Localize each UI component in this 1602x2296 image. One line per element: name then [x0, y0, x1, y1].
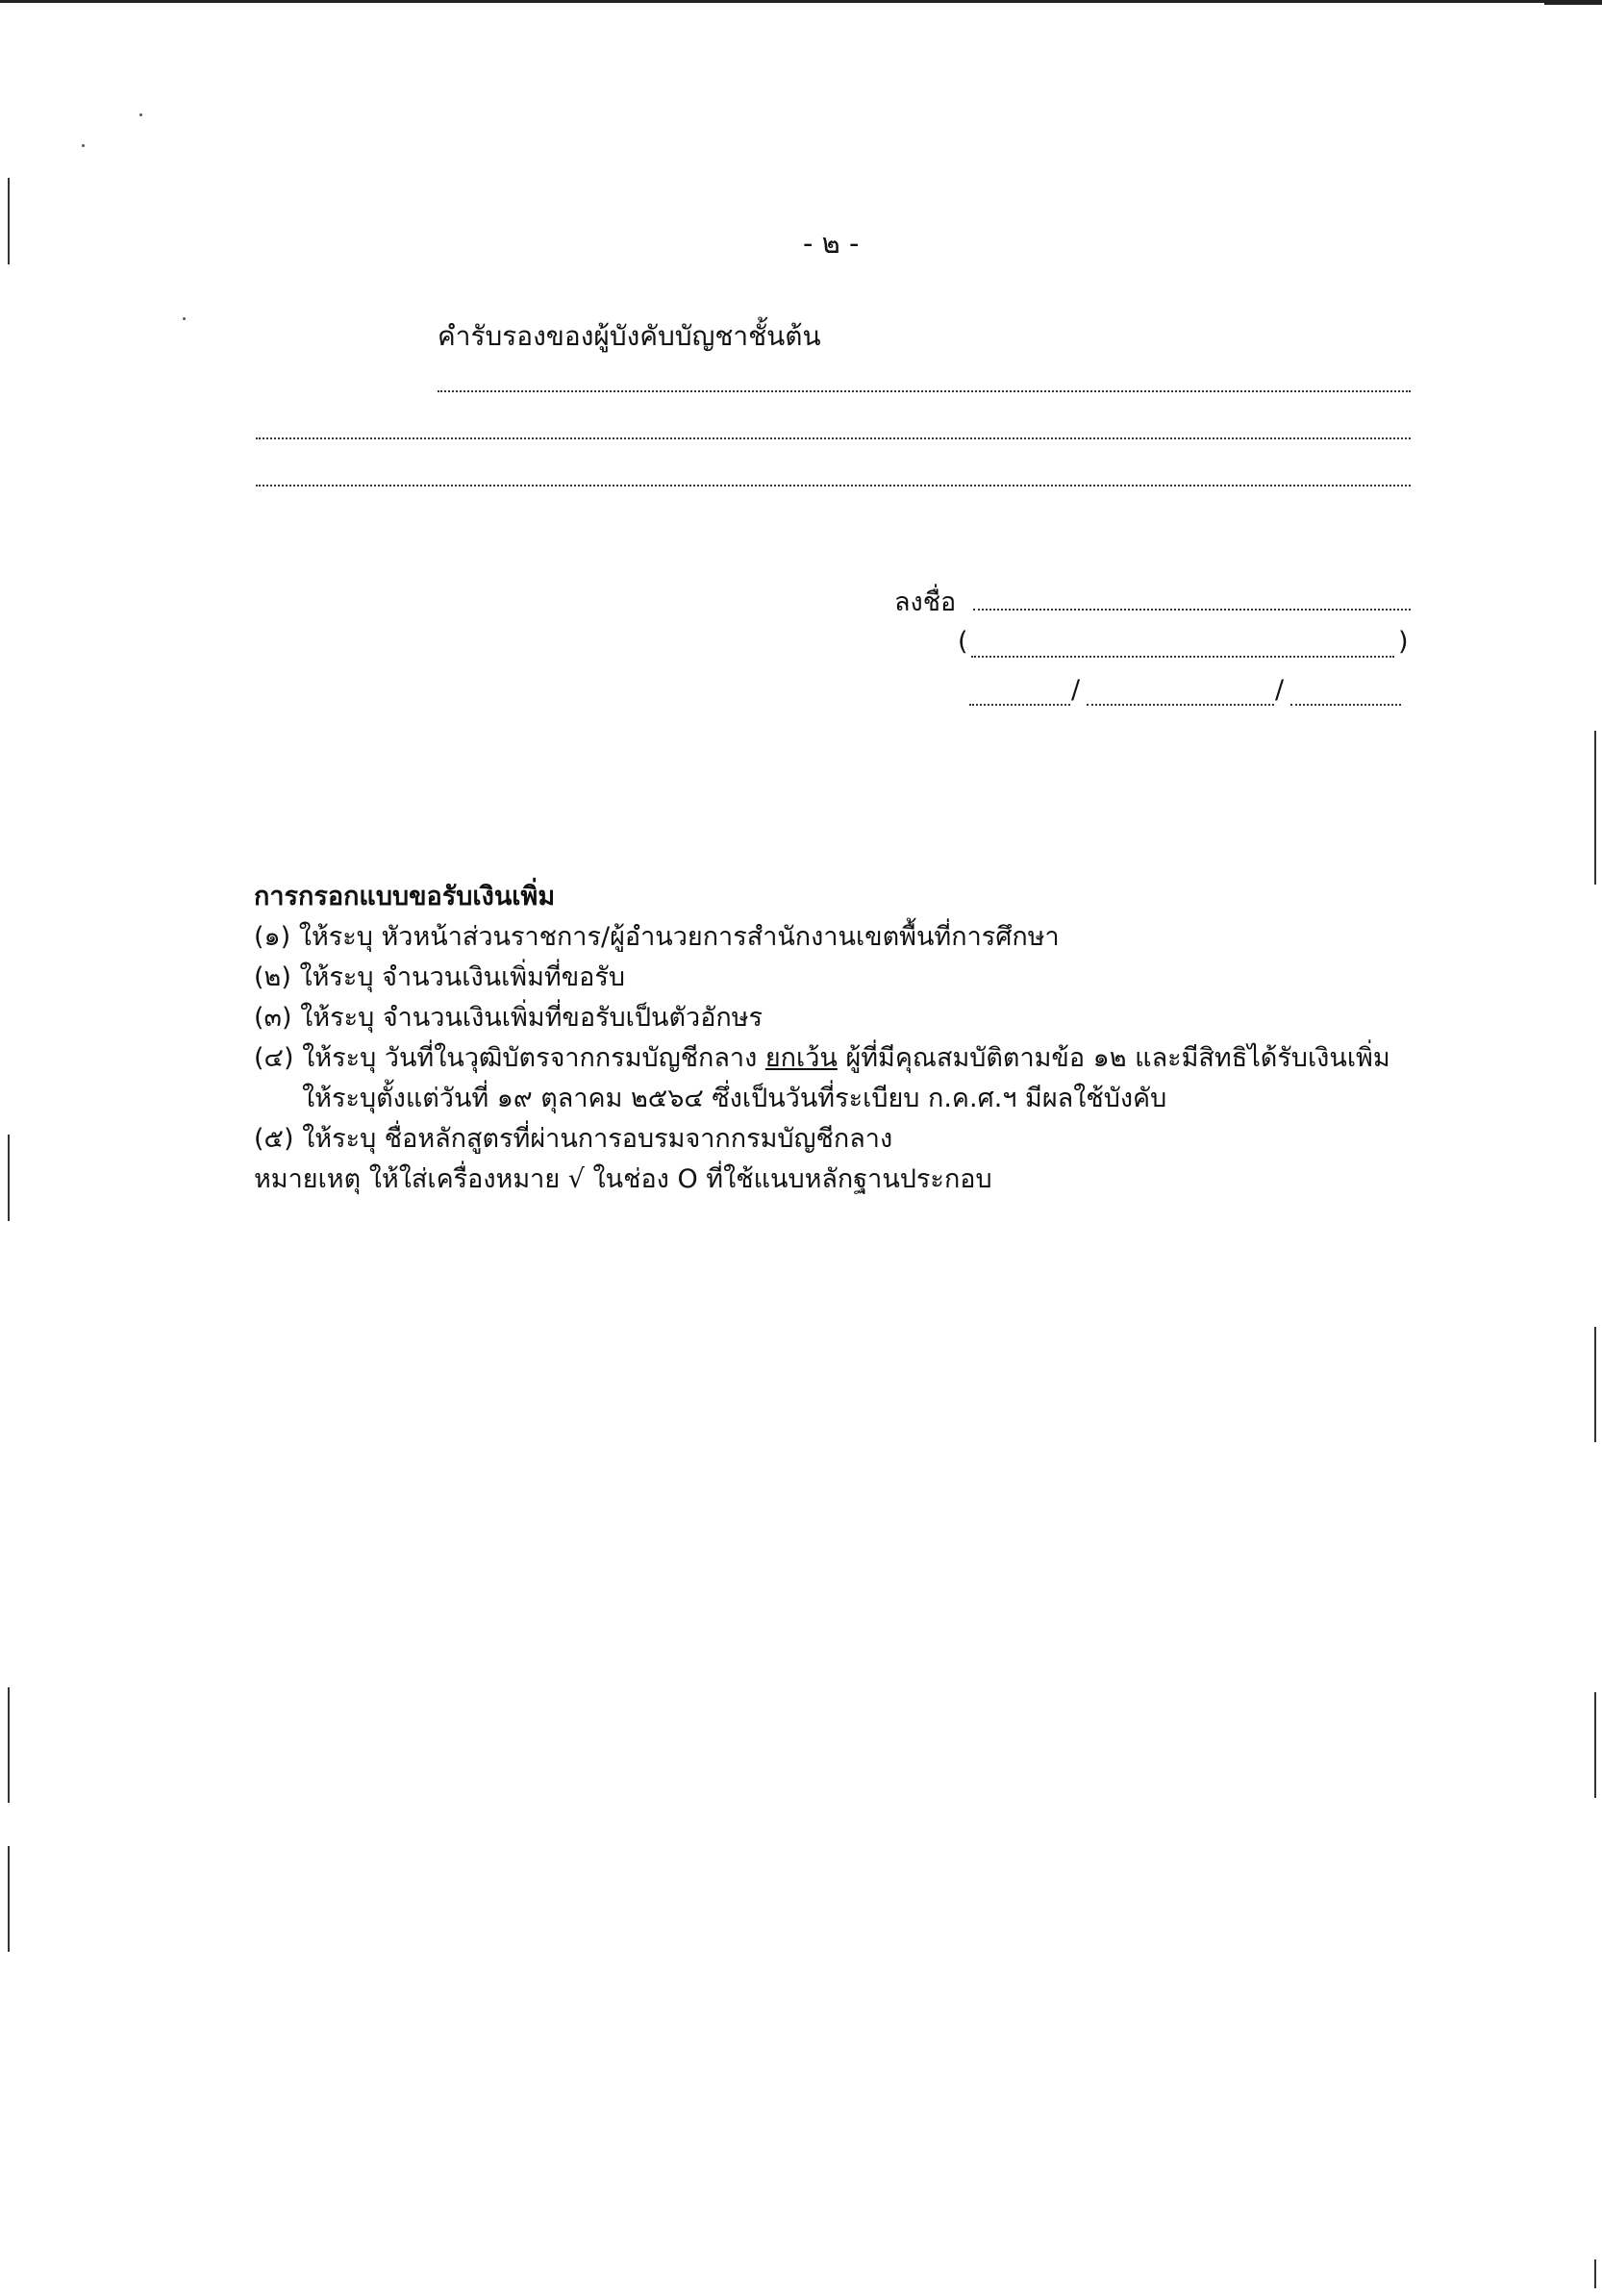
instruction-item-4-exception: ยกเว้น — [764, 1043, 838, 1073]
date-day-line — [969, 704, 1070, 706]
instruction-item-4-prefix: (๔) ให้ระบุ วันที่ในวุฒิบัตรจากกรมบัญชีกลาง — [254, 1043, 765, 1073]
scan-margin-mark — [8, 1687, 10, 1803]
scan-margin-mark — [1594, 731, 1596, 885]
certification-title: คำรับรองของผู้บังคับบัญชาชั้นต้น — [438, 320, 821, 352]
instructions-note: หมายเหตุ ให้ใส่เครื่องหมาย √ ในช่อง O ที่ใช้แนบหลักฐานประกอบ — [254, 1164, 992, 1194]
certification-line-1 — [438, 390, 1411, 392]
page-number: - ๒ - — [803, 227, 860, 260]
instruction-item-4-suffix: ผู้ที่มีคุณสมบัติตามข้อ ๑๒ และมีสิทธิได้รับเงินเพิ่ม — [837, 1043, 1390, 1073]
instruction-item: (๕) ให้ระบุ ชื่อหลักสูตรที่ผ่านการอบรมจากกรมบัญชีกลาง — [254, 1124, 893, 1154]
instruction-item: (๓) ให้ระบุ จำนวนเงินเพิ่มที่ขอรับเป็นตัวอักษร — [254, 1003, 763, 1033]
certification-line-2 — [256, 437, 1411, 439]
scan-margin-mark — [1594, 1692, 1596, 1798]
signature-label: ลงชื่อ — [894, 587, 957, 617]
instruction-item: (๑) ให้ระบุ หัวหน้าส่วนราชการ/ผู้อำนวยการสำนักงานเขตพื้นที่การศึกษา — [254, 922, 1060, 952]
date-separator-1: / — [1071, 675, 1081, 705]
instruction-item-4 — [254, 1038, 1504, 1079]
scan-margin-mark — [8, 1135, 10, 1221]
scan-margin-mark — [8, 1846, 10, 1952]
date-month-line — [1087, 704, 1274, 706]
instruction-item: (๒) ให้ระบุ จำนวนเงินเพิ่มที่ขอรับ — [254, 962, 626, 992]
scan-speck — [82, 144, 85, 147]
scan-margin-mark — [1594, 1327, 1596, 1442]
top-border-line — [0, 0, 1602, 3]
name-open-paren: ( — [958, 627, 968, 657]
certification-line-3 — [256, 485, 1411, 487]
scan-speck — [183, 317, 186, 320]
scan-speck — [139, 113, 142, 116]
instructions-title: การกรอกแบบขอรับเงินเพิ่ม — [254, 882, 556, 911]
name-close-paren: ) — [1398, 627, 1409, 657]
scan-margin-mark — [1594, 2259, 1596, 2288]
date-separator-2: / — [1275, 675, 1285, 705]
date-year-line — [1290, 704, 1401, 706]
printed-name-line — [971, 656, 1394, 658]
scan-margin-mark — [8, 178, 10, 264]
signature-line — [973, 609, 1411, 611]
instructions-section — [254, 877, 1504, 1200]
instruction-item-4-continuation: ให้ระบุตั้งแต่วันที่ ๑๙ ตุลาคม ๒๕๖๔ ซึ่งเป็นวันที่ระเบียบ ก.ค.ศ.ฯ มีผลใช้บังคับ — [302, 1084, 1167, 1113]
